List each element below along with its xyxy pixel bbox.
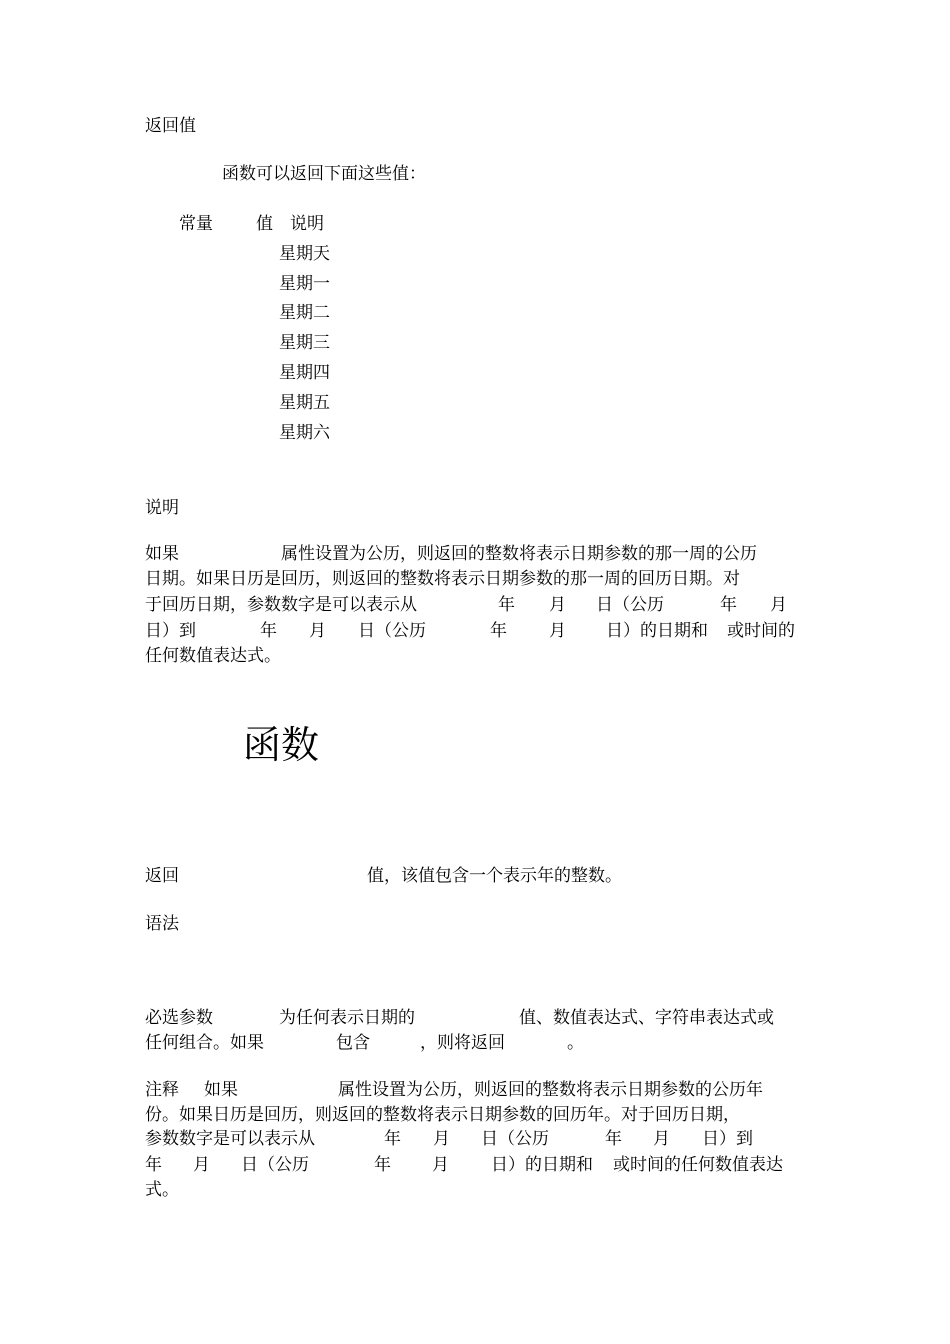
remark-line4-f: 月 [549, 621, 566, 641]
note-line3-f: 月 [653, 1129, 670, 1149]
param-line2-c: ，则将返回 [420, 1033, 505, 1053]
note-line3-a: 参数数字是可以表示从 [145, 1129, 315, 1149]
param-line1-a: 必选参数 [145, 1008, 213, 1028]
note-line3-e: 年 [605, 1129, 622, 1149]
note-line5: 式。 [145, 1180, 179, 1200]
table-row: 星期一 [279, 274, 330, 294]
note-line1-a: 注释 [145, 1080, 179, 1100]
remark-line1-a: 如果 [145, 544, 179, 564]
table-row: 星期天 [279, 244, 330, 264]
param-line2-a: 任何组合。如果 [145, 1033, 264, 1053]
remark-line2: 日期。如果日历是回历，则返回的整数将表示日期参数的那一周的回历日期。对 [145, 569, 740, 589]
note-line1-c: 属性设置为公历，则返回的整数将表示日期参数的公历年 [338, 1080, 763, 1100]
note-line4-b: 月 [193, 1155, 210, 1175]
heading-syntax: 语法 [145, 914, 179, 934]
note-line3-g: 日）到 [702, 1129, 753, 1149]
remark-line3-d: 日（公历 [596, 595, 664, 615]
remark-line3-c: 月 [549, 595, 566, 615]
note-line4-d: 年 [374, 1155, 391, 1175]
intro-text: 函数可以返回下面这些值： [222, 164, 426, 184]
remark-line4-h: 或时间的 [727, 621, 795, 641]
param-line2-d: 。 [567, 1033, 584, 1053]
note-line4-c: 日（公历 [241, 1155, 309, 1175]
table-row: 星期四 [279, 363, 330, 383]
heading-return-values: 返回值 [145, 116, 196, 136]
note-line3-b: 年 [384, 1129, 401, 1149]
table-row: 星期三 [279, 333, 330, 353]
remark-line4-g: 日）的日期和 [606, 621, 708, 641]
table-row: 星期五 [279, 393, 330, 413]
param-line1-c: 值、数值表达式、字符串表达式或 [519, 1008, 774, 1028]
note-line3-d: 日（公历 [481, 1129, 549, 1149]
note-line4-a: 年 [145, 1155, 162, 1175]
table-header-value: 值 [256, 214, 273, 234]
remark-line3-e: 年 [720, 595, 737, 615]
note-line4-e: 月 [432, 1155, 449, 1175]
remark-line4-a: 日）到 [145, 621, 196, 641]
returns-b: 值，该值包含一个表示年的整数。 [367, 866, 622, 886]
remark-line3-a: 于回历日期，参数数字是可以表示从 [145, 595, 417, 615]
remark-line4-b: 年 [260, 621, 277, 641]
note-line4-f: 日）的日期和 [491, 1155, 593, 1175]
remark-line4-d: 日（公历 [358, 621, 426, 641]
note-line3-c: 月 [433, 1129, 450, 1149]
heading-remarks: 说明 [145, 498, 179, 518]
remark-line4-e: 年 [490, 621, 507, 641]
param-line2-b: 包含 [336, 1033, 370, 1053]
note-line4-g: 或时间的任何数值表达 [613, 1155, 783, 1175]
function-title: 函数 [243, 723, 320, 767]
remark-line3-b: 年 [498, 595, 515, 615]
table-row: 星期六 [279, 423, 330, 443]
note-line1-b: 如果 [204, 1080, 238, 1100]
table-header-constant: 常量 [179, 214, 213, 234]
table-header-desc: 说明 [290, 214, 324, 234]
note-line2: 份。如果日历是回历，则返回的整数将表示日期参数的回历年。对于回历日期， [145, 1105, 740, 1125]
param-line1-b: 为任何表示日期的 [279, 1008, 415, 1028]
table-row: 星期二 [279, 303, 330, 323]
remark-line1-b: 属性设置为公历，则返回的整数将表示日期参数的那一周的公历 [281, 544, 757, 564]
remark-line5: 任何数值表达式。 [145, 646, 281, 666]
remark-line4-c: 月 [309, 621, 326, 641]
returns-a: 返回 [145, 866, 179, 886]
remark-line3-f: 月 [770, 595, 787, 615]
